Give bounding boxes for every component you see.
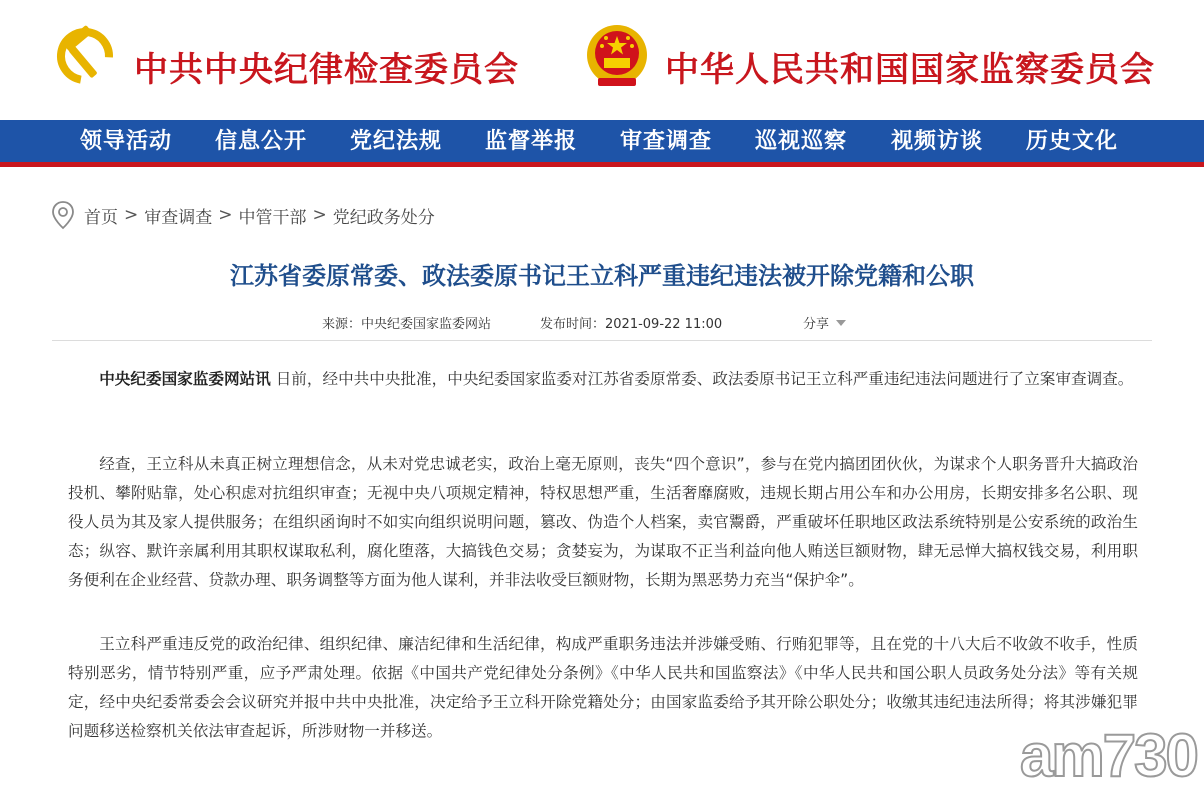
meta-divider <box>52 340 1152 341</box>
breadcrumb-central-cadres[interactable]: 中管干部 <box>238 207 307 228</box>
nav-item-report[interactable]: 监督举报 <box>485 128 578 154</box>
nav-item-video[interactable]: 视频访谈 <box>891 128 984 154</box>
breadcrumb-separator: > <box>218 205 233 225</box>
article-paragraph-2: 经查，王立科从未真正树立理想信念，从未对党忠诚老实，政治上毫无原则，丧失“四个意识”，参与在党内搞团团伙伙，为谋求个人职务晋升大搞政治投机、攀附贴靠，处心积虑对抗组织审查；无视中央八项规定精神，特权思想严重，生活奢靡腐败，违规长期占用公车和办公用房，长期安排多名公职、现役人员为其及家人提供服务；在组织函询时不如实向组织说明问题，篡改、伪造个人档案，卖官鬻爵，严重破坏任职地区政法系统特别是公安系统的政治生态；纵容、默许亲属利用其职权谋取私利，腐化堕落，大搞钱色交易；贪婪妄为，为谋取不正当利益向他人贿送巨额财物，肆无忌惮大搞权钱交易，利用职务便利在企业经营、贷款办理、职务调整等方面为他人谋利，并非法收受巨额财物，长期为黑恶势力充当“保护伞”。 <box>68 455 1138 589</box>
nav-item-history[interactable]: 历史文化 <box>1026 128 1119 154</box>
national-emblem-icon[interactable] <box>584 22 650 90</box>
article-source: 来源：中央纪委国家监委网站 <box>322 317 492 332</box>
breadcrumb-investigation[interactable]: 审查调查 <box>144 207 213 228</box>
nav-underline <box>0 162 1204 167</box>
nav-item-leadership[interactable]: 领导活动 <box>80 128 173 154</box>
article-paragraph-1 <box>68 365 1138 394</box>
nav-item-inspection[interactable]: 巡视巡察 <box>755 128 848 154</box>
breadcrumb <box>50 200 435 230</box>
party-emblem-icon[interactable] <box>55 22 119 86</box>
am730-watermark <box>1010 718 1200 788</box>
breadcrumb-discipline-sanctions[interactable]: 党纪政务处分 <box>332 207 435 228</box>
article-paragraph-3: 王立科严重违反党的政治纪律、组织纪律、廉洁纪律和生活纪律，构成严重职务违法并涉嫌受贿、行贿犯罪等，且在党的十八大后不收敛不收手，性质特别恶劣，情节特别严重，应予严肃处理。依据《中国共产党纪律处分条例》《中华人民共和国监察法》《中华人民共和国公职人员政务处分法》等有关规定，经中央纪委常委会会议研究并报中共中央批准，决定给予王立科开除党籍处分；由国家监委给予其开除公职处分；收缴其违纪违法所得；将其涉嫌犯罪问题移送检察机关依法审查起诉，所涉财物一并移送。 <box>68 635 1138 740</box>
breadcrumb-home[interactable]: 首页 <box>84 207 118 228</box>
site-header <box>0 0 1204 120</box>
nav-item-regulations[interactable]: 党纪法规 <box>350 128 443 154</box>
org-title-ccdi[interactable]: 中共中央纪律检查委员会 <box>134 50 519 90</box>
article-lead: 中央纪委国家监委网站讯 <box>99 370 271 388</box>
breadcrumb-separator: > <box>312 205 327 225</box>
location-pin-icon <box>50 200 76 230</box>
org-title-nsc[interactable]: 中华人民共和国国家监察委员会 <box>665 50 1155 90</box>
nav-item-investigation[interactable]: 审查调查 <box>620 128 713 154</box>
breadcrumb-separator: > <box>124 205 139 225</box>
share-button[interactable] <box>803 313 847 332</box>
nav-item-info-disclosure[interactable]: 信息公开 <box>215 128 308 154</box>
watermark-text: am730 <box>1020 722 1197 788</box>
article-publish-time: 发布时间：2021-09-22 11:00 <box>540 317 723 332</box>
share-label: 分享 <box>803 317 830 332</box>
main-nav <box>0 120 1204 162</box>
article-paragraph-1-text: 日前，经中共中央批准，中央纪委国家监委对江苏省委原常委、政法委原书记王立科严重违纪违法问题进行了立案审查调查。 <box>275 370 1134 388</box>
chevron-down-icon <box>835 319 847 327</box>
article-title: 江苏省委原常委、政法委原书记王立科严重违纪违法被开除党籍和公职 <box>230 262 974 290</box>
